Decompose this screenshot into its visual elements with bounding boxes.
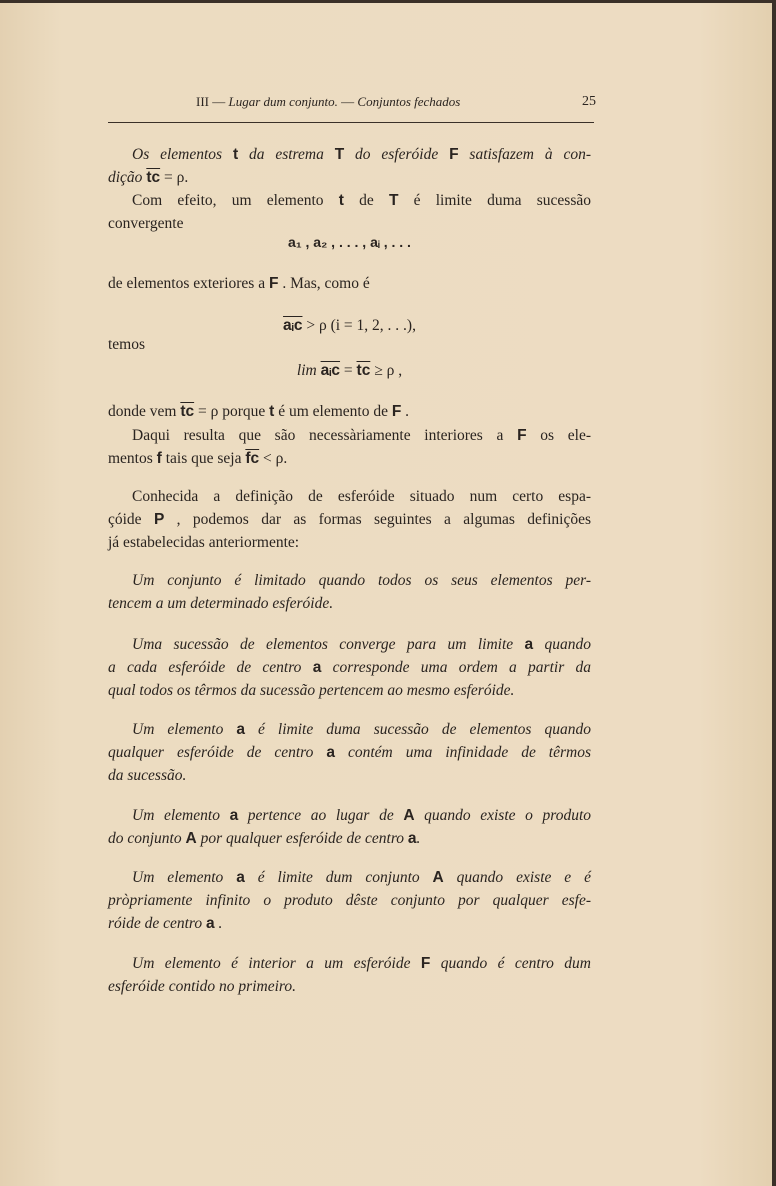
header-chapter: Lugar dum conjunto. — [228, 94, 338, 109]
text: contém uma infinidade de têrmos — [334, 744, 592, 761]
paragraph-statement — [108, 143, 591, 189]
definition-interior — [108, 952, 591, 998]
symbol: A — [432, 869, 444, 886]
text: de elementos exteriores a — [108, 275, 269, 292]
text: qual todos os têrmos da sucessão pertencem ao mesmo esferóide. — [108, 682, 515, 699]
text: quando é centro dum — [430, 955, 591, 972]
symbol: t — [338, 192, 344, 209]
symbol: A — [403, 807, 415, 824]
text: mentos — [108, 450, 157, 467]
symbol: a — [312, 659, 322, 676]
text: da sucessão. — [108, 767, 187, 784]
symbol: F — [391, 403, 402, 420]
text: Daqui resulta que são necessàriamente interiores a — [132, 427, 518, 444]
text-temos: temos — [108, 336, 146, 353]
text: . Mas, como é — [278, 275, 370, 292]
text: > ρ (i = 1, 2, . . .), — [302, 317, 416, 334]
definition-limitado — [108, 569, 591, 615]
text: esferóide contido no primeiro. — [108, 978, 296, 995]
header-roman: III — [196, 94, 209, 109]
definition-limite-sucessao — [108, 718, 591, 787]
paragraph-exterior — [108, 272, 591, 295]
symbol: P — [153, 511, 165, 528]
header-dash: — — [341, 94, 355, 109]
symbol: $\overline{tc}$ — [180, 403, 195, 420]
text: Os elementos — [132, 146, 233, 163]
text: pertence ao lugar de — [238, 807, 404, 824]
symbol: F — [268, 275, 279, 292]
symbol: a — [236, 869, 245, 886]
text: do esferóide — [344, 146, 450, 163]
text: < ρ. — [259, 450, 288, 467]
text: tais que seja — [161, 450, 246, 467]
running-header — [196, 94, 596, 116]
symbol: t — [232, 146, 239, 163]
symbol: $\overline{aᵢc}$ — [283, 317, 303, 334]
symbol: T — [334, 146, 345, 163]
definition-limite-conjunto — [108, 866, 591, 935]
text: çóide — [108, 511, 154, 528]
text: os ele- — [526, 427, 592, 444]
text: tencem a um determinado esferóide. — [108, 595, 334, 612]
symbol: T — [388, 192, 399, 209]
text: donde vem — [108, 403, 181, 420]
text: por qualquer esferóide de centro — [196, 830, 408, 847]
header-rule — [108, 122, 594, 123]
symbol: a — [229, 807, 239, 824]
scan-edge-right — [772, 0, 776, 1186]
text: é limite duma sucessão — [398, 192, 591, 209]
symbol: a — [524, 636, 534, 653]
text: Um elemento — [132, 721, 237, 738]
paragraph-donde — [108, 400, 591, 423]
text: ≥ ρ , — [370, 362, 403, 379]
header-section: Conjuntos fechados — [357, 94, 461, 109]
text: de — [343, 192, 389, 209]
text: Um elemento é interior a um esferóide — [132, 955, 421, 972]
text: róide de centro — [108, 915, 206, 932]
text: quando existe e é — [443, 869, 591, 886]
symbol: F — [517, 427, 527, 444]
paragraph-proof — [108, 189, 591, 235]
text: pròpriamente infinito o produto dêste conjunto por qualquer esfe- — [108, 892, 591, 909]
text: da estrema — [238, 146, 335, 163]
symbol: a — [326, 744, 335, 761]
equation-sequence: a₁ , a₂ , . . . , aᵢ , . . . — [288, 234, 411, 250]
text: quando — [533, 636, 592, 653]
text: , podemos dar as formas seguintes a algumas definições — [164, 511, 591, 528]
symbol: $\overline{tc}$ — [146, 169, 161, 186]
symbol: F — [449, 146, 459, 163]
header-dash: — — [212, 94, 226, 109]
text: = ρ porque — [194, 403, 270, 420]
text: Conhecida a definição de esferóide situado num certo espa- — [132, 488, 591, 505]
symbol: a — [407, 830, 417, 847]
symbol: $\overline{aᵢc}$ — [320, 362, 341, 379]
symbol: t — [269, 403, 275, 420]
text: corresponde uma ordem a partir da — [321, 659, 591, 676]
text: quando existe o produto — [414, 807, 591, 824]
text: Um elemento — [132, 807, 230, 824]
symbol: $\overline{tc}$ — [356, 362, 371, 379]
text: é um elemento de — [274, 403, 392, 420]
text: dição — [108, 169, 147, 186]
page-number: 25 — [582, 94, 596, 109]
text: é limite duma sucessão de elementos quando — [245, 721, 591, 738]
symbol: A — [185, 830, 197, 847]
text: Um conjunto é limitado quando todos os seus elementos per- — [132, 572, 591, 589]
text: Uma sucessão de elementos converge para um limite — [132, 636, 525, 653]
text: Com efeito, um elemento — [132, 192, 339, 209]
text: já estabelecidas anteriormente: — [108, 534, 300, 551]
definition-converge — [108, 633, 591, 702]
scan-edge-top — [0, 0, 776, 3]
symbol: $\overline{fc}$ — [245, 450, 260, 467]
text: . — [416, 830, 421, 847]
symbol: f — [156, 450, 162, 467]
text: satisfazem à con- — [458, 146, 592, 163]
symbol: a — [236, 721, 245, 738]
header-title — [196, 94, 460, 110]
text: . — [401, 403, 410, 420]
text: do conjunto — [108, 830, 186, 847]
text: . — [214, 915, 223, 932]
text: é limite dum conjunto — [244, 869, 433, 886]
definition-pertence — [108, 804, 591, 850]
text: qualquer esferóide de centro — [108, 744, 327, 761]
paragraph-conhecida — [108, 485, 591, 554]
paragraph-daqui — [108, 424, 591, 470]
text: = — [340, 362, 357, 379]
symbol: F — [420, 955, 431, 972]
text: lim — [296, 362, 321, 379]
text: a cada esferóide de centro — [108, 659, 313, 676]
text: convergente — [108, 215, 184, 232]
equation-limit — [108, 359, 591, 382]
symbol: a — [206, 915, 215, 932]
text: = ρ. — [160, 169, 189, 186]
text: Um elemento — [132, 869, 237, 886]
